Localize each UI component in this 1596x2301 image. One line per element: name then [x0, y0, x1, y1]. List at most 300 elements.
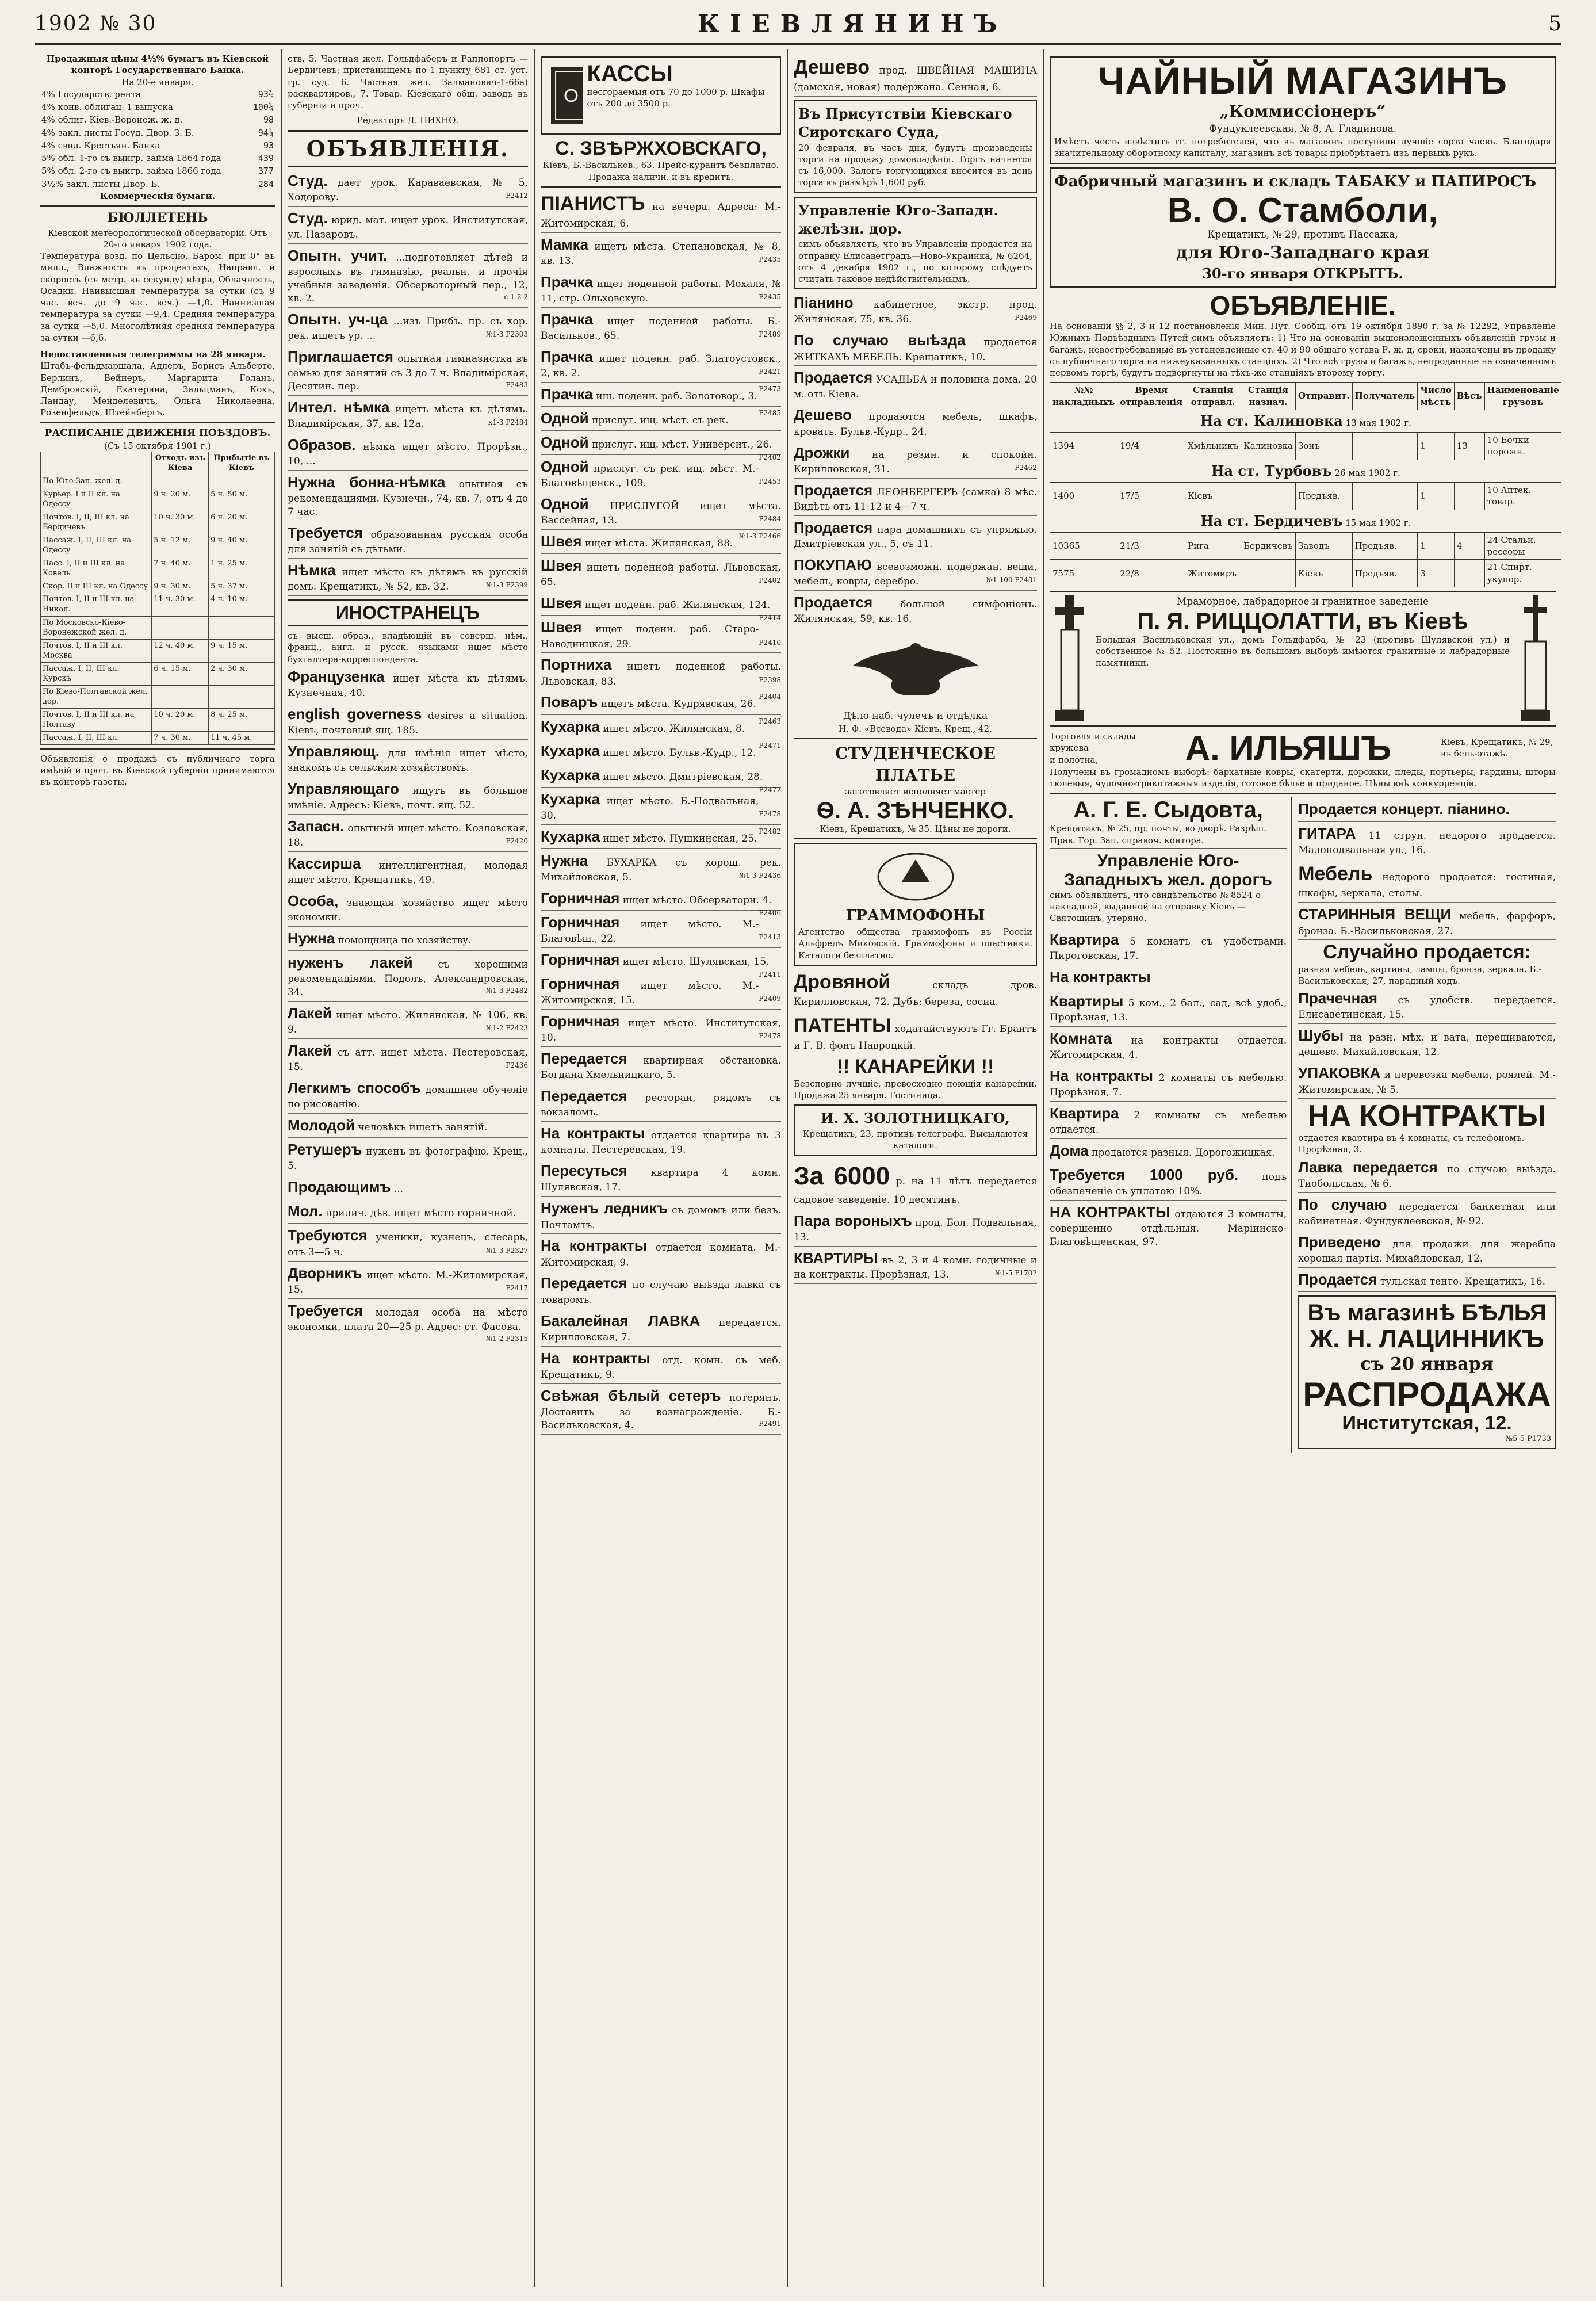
ad-keyword: Дрожки — [794, 444, 850, 461]
ad-keyword: english governess — [288, 705, 422, 723]
classified-ad — [288, 1201, 528, 1224]
train-departure: 10 ч. 30 м. — [152, 511, 209, 534]
rate-value: 100¼ — [252, 102, 274, 112]
ad-keyword: Нуженъ ледникъ — [541, 1199, 668, 1217]
ad-keyword: Продается — [794, 369, 873, 387]
ad-keyword: Пересуться — [541, 1162, 627, 1180]
shipping-group-label — [1050, 410, 1562, 432]
store-sale: РАСПРОДАЖА — [1303, 1375, 1551, 1414]
iliash-line-3: и полотна, — [1050, 754, 1099, 765]
rate-value: 284 — [258, 178, 274, 189]
rooms2-text: 2 комнаты съ мебелью. Прорѣзная, 7. — [1050, 1072, 1287, 1098]
horses-heading: Пара вороныхъ — [794, 1211, 912, 1229]
classified-ad — [288, 667, 528, 702]
train-departure: 11 ч. 30 м. — [152, 593, 209, 616]
train-arrival — [209, 475, 275, 488]
ad-text: ищет мѣсто. Б.-Подвальная, 30. — [541, 795, 759, 821]
station-label: На ст. Бердичевъ — [1200, 512, 1343, 529]
ad-text: передается. Кирилловская, 7. — [541, 1317, 781, 1343]
ad-text: ... — [393, 1183, 404, 1195]
ad-keyword: На контракты — [541, 1125, 645, 1142]
tea-address: Фундуклеевская, № 8, А. Гладинова. — [1208, 123, 1397, 135]
classified-ad — [288, 741, 528, 777]
rate-row — [40, 101, 275, 113]
train-route: Почтов. I, II и III кл. на Полтаву — [41, 708, 152, 731]
iliash-text: Получены въ громадномъ выборѣ: бархатные ковры, скатерти, дорожки, пледы, портьеры, гардины, шторы тюлевыя, чулочно-трикотажныя изделія, готовое бѣлье и приданое. Цѣны внѣ конкурренціи. — [1050, 766, 1556, 789]
train-row — [41, 685, 275, 708]
tobacco-region: для Юго-Западнаго края — [1176, 242, 1430, 263]
classified-ad — [794, 330, 1037, 366]
classified-ad — [288, 560, 528, 596]
ad-text: ищет поденной работы. Мохаля, № 11, стр. Ольховскую. — [541, 278, 782, 304]
ad-text: знающая хозяйство ищет мѣсто экономки. — [288, 897, 528, 924]
shipping-cell: 24 Стальн. рессоры — [1484, 532, 1561, 560]
classified-ad — [541, 1198, 781, 1234]
safes-heading: КАССЫ — [587, 61, 673, 86]
rate-value: 377 — [258, 166, 274, 177]
contracts-ad — [1050, 967, 1287, 989]
shipping-group-label — [1050, 510, 1562, 532]
train-row — [41, 616, 275, 639]
rate-value: 93 — [263, 140, 274, 151]
ad-keyword: Управляющ. — [288, 742, 380, 760]
train-schedule-heading: РАСПИСАНІЕ ДВИЖЕНІЯ ПОѢЗДОВЪ. — [44, 427, 271, 439]
classified-ad — [541, 1311, 781, 1347]
classified-ad — [288, 953, 528, 1002]
ad-text: прислуг. ищ. мѣст. съ рек. — [592, 414, 729, 426]
gold-text: Крещатикъ, 23, противъ телеграфа. Высылаются каталоги. — [802, 1128, 1028, 1150]
ad-ref: №1-3 Р2482 — [485, 987, 528, 995]
ad-keyword: Французенка — [288, 667, 385, 685]
shipping-cell: 17/5 — [1117, 483, 1185, 510]
marble-heading: Мраморное, лабрадорное и гранитное заведеніе — [1176, 595, 1429, 607]
ad-text: ищет мѣсто. Жилянская, 8. — [603, 723, 745, 735]
ad-keyword: Продающимъ — [288, 1178, 391, 1196]
gramophone-heading: ГРАММОФОНЫ — [845, 907, 985, 924]
shipping-row — [1050, 560, 1562, 587]
shipping-cell: 1394 — [1050, 433, 1117, 460]
ad-ref: Р2483 — [506, 380, 528, 389]
shipping-cell: 13 — [1454, 433, 1484, 460]
ad-ref: Р2471 — [759, 741, 781, 750]
ad-keyword: Піанино — [794, 294, 854, 312]
ad-text: ищетъ поденной работы. Львовская, 65. — [541, 562, 781, 588]
classified-ad — [541, 974, 781, 1010]
classified-ad — [541, 1386, 781, 1435]
column-5 — [1044, 49, 1561, 2287]
train-route: По Кіево-Полтавской жел. дор. — [41, 685, 152, 708]
ad-text: ищет поденн. раб. Жилянская, 124. — [584, 599, 771, 611]
ad-keyword: Кухарка — [541, 766, 600, 783]
classified-ad — [288, 1078, 528, 1114]
masthead — [35, 5, 1561, 45]
bank-date: На 20-е января. — [121, 77, 194, 87]
train-arrival: 9 ч. 40 м. — [209, 534, 275, 557]
furniture-ad — [1298, 861, 1556, 903]
ad-text: ищет мѣсто. Пушкинская, 25. — [603, 832, 757, 844]
ad-text: ищетъ мѣста. Кудрявская, 26. — [600, 698, 756, 710]
shipping-cell: 10 Бочки порожн. — [1484, 433, 1561, 460]
ad-text: ищет мѣсто. Дмитріевская, 28. — [603, 771, 763, 783]
tobacco-open: 30-го января ОТКРЫТЪ. — [1202, 265, 1403, 282]
train-departure — [152, 616, 209, 639]
canary-heading: !! КАНАРЕЙКИ !! — [836, 1056, 994, 1078]
shipping-group-row — [1050, 510, 1562, 532]
classified-ad — [288, 928, 528, 951]
editor-line: Редакторъ Д. ПИХНО. — [357, 115, 459, 126]
rate-row — [40, 88, 275, 101]
ad-text: ищ. поденн. раб. Золотовор., 3. — [596, 390, 757, 402]
classified-ad — [541, 494, 781, 530]
ad-keyword: Кухарка — [541, 741, 600, 759]
ad-ref: Р2485 — [759, 408, 781, 417]
laundry-heading: Прачечная — [1298, 989, 1377, 1007]
guitar-heading: ГИТАРА — [1298, 824, 1356, 842]
shipping-cell — [1241, 483, 1296, 510]
horses-text: прод. Бол. Подвальная, 13. — [794, 1217, 1037, 1243]
ad-keyword: Кассирша — [288, 854, 361, 872]
wine-sub: Н. Ф. «Всевода» Кіевъ, Крещ., 42. — [839, 723, 992, 734]
rate-row — [40, 139, 275, 152]
wine-text: Дѣло наб. чулечъ и отдѣлка — [843, 710, 988, 722]
classified-ad — [541, 347, 781, 383]
shipping-col-header: №№ накладныхъ — [1050, 383, 1117, 410]
flat5-heading: Квартира — [1050, 930, 1119, 948]
ad-keyword: Молодой — [288, 1117, 355, 1134]
ad-text: ресторан, рядомъ съ вокзаломъ. — [541, 1092, 781, 1119]
occasion-heading: По случаю — [1298, 1195, 1387, 1213]
rates-table — [40, 88, 275, 190]
ad-ref: Р2489 — [759, 330, 781, 338]
column-3 — [535, 49, 788, 2287]
classified-ad — [541, 1161, 781, 1197]
ad-text: продаются мебель, шкафъ, кровать. Бульв.-Кудр., 24. — [794, 411, 1038, 438]
shop-ad — [1298, 1157, 1556, 1193]
rate-name: 5% обл. 1-го съ выигр. займа 1864 года — [41, 153, 221, 163]
safes-ad — [541, 56, 781, 135]
ad-keyword: Легкимъ способъ — [288, 1079, 421, 1097]
classified-ad — [541, 532, 781, 554]
classified-ad — [288, 816, 528, 852]
shipping-cell: Житомиръ — [1185, 560, 1241, 587]
classified-ad — [541, 556, 781, 591]
shipping-col-header: Станція отправл. — [1185, 383, 1241, 410]
train-arrival: 8 ч. 25 м. — [209, 708, 275, 731]
ad-text: для имѣнія ищет мѣсто, знакомъ съ сельским хозяйствомъ. — [288, 747, 529, 774]
ad-text: ищет мѣсто. Обсерваторн. 4. — [622, 895, 772, 906]
ad-keyword: Портниха — [541, 656, 612, 674]
ad-ref: к1-3 Р2484 — [488, 418, 528, 426]
foreigner-heading: ИНОСТРАНЕЦЪ — [288, 599, 528, 626]
ad-keyword: Особа, — [288, 892, 339, 909]
notice-text: На основаніи §§ 2, 3 и 12 постановленія Мин. Пут. Сообщ. отъ 19 октября 1890 г. за № 12292, Управленіе Южныхъ Подъѣздныхъ Путей симъ объявляетъ: 1) Что на основаніи вышеизложенныхъ объявленій грузы и багажъ, невостребованные въ установленные ст. 40 и 90 общаго устава Р. ж. д. сроки, назначены въ продажу съ публичнаго торга на нижеуказанныхъ станціяхъ. 2) Что всѣ грузы и багажъ, непроданные на означенномъ первомъ торгѣ, будутъ подвергнуты на тѣхъ-же станціяхъ второму торгу. — [1050, 321, 1556, 379]
shipping-cell: 19/4 — [1117, 433, 1185, 460]
random-heading: Случайно продается: — [1323, 941, 1531, 964]
flats5-heading: Квартиры — [1050, 992, 1124, 1010]
train-route: Почтов. I, II и III кл. на Никол. — [41, 593, 152, 616]
ad-keyword: По случаю выѣзда — [794, 331, 966, 349]
classified-ad — [541, 1086, 781, 1122]
ad-ref: Р2404 — [759, 693, 781, 701]
money-ad — [1050, 1165, 1287, 1201]
classified-ad — [288, 309, 528, 345]
ad-keyword: Кухарка — [541, 717, 600, 735]
ad-text: ЛЕОНБЕРГЕРЪ (самка) 8 мѣс. Видѣть отъ 11-12 и 4—7 ч. — [794, 486, 1038, 513]
shipping-col-header: Вѣсъ — [1454, 383, 1484, 410]
train-arrival: 11 ч. 45 м. — [209, 732, 275, 745]
train-arrival — [209, 685, 275, 708]
rail2-text: симъ объявляетъ, что свидѣтельство № 8524 о накладной, выданной на отправку Кіевъ — Святошинъ, утеряно. — [1050, 889, 1261, 924]
train-arrival — [209, 616, 275, 639]
guitar-text: 11 струн. недорого продается. Малоподвальная ул., 16. — [1298, 830, 1556, 856]
train-route: Пасс. I, II и III кл. на Ковель — [41, 557, 152, 580]
piano-heading: Продается концерт. піанино. — [1298, 800, 1510, 818]
factory-heading: С. ЗВѢРЖХОВСКАГО, — [555, 137, 767, 159]
train-arrival: 6 ч. 20 м. — [209, 511, 275, 534]
classified-ad — [288, 1115, 528, 1138]
train-departure: 9 ч. 30 м. — [152, 580, 209, 593]
rate-row — [40, 152, 275, 165]
tobacco-ad — [1050, 167, 1556, 288]
train-row — [41, 708, 275, 731]
ad-ref: с-1-2 2 — [504, 292, 528, 301]
sewing-text: прод. ШВЕЙНАЯ МАШИНА (дамская, новая) подержана. Сенная, 6. — [794, 65, 1038, 93]
train-row — [41, 557, 275, 580]
train-schedule-table — [40, 452, 275, 745]
ad-text: ПРИСЛУГОЙ ищет мѣста. Бассейная, 13. — [541, 500, 781, 527]
classified-ad — [541, 1123, 781, 1159]
ad-text: съ хорошими рекомендаціями. Подолъ, Александровская, 34. — [288, 959, 528, 999]
rate-value: 439 — [258, 153, 274, 163]
canary-text: Безспорно лучшіе, превосходно поющія канарейки. Продажа 25 января. Гостиница. — [794, 1078, 1037, 1101]
ad-text: ученики, кузнецъ, слесарь, отъ 3—5 ч. — [288, 1232, 529, 1258]
train-route: Курьер. I и II кл. на Одессу — [41, 488, 152, 511]
flats-ref: №1-5 Р1702 — [994, 1268, 1037, 1277]
ad-text: ...изъ Прибъ. пр. съ хор. рек. ищетъ ур. ... — [288, 315, 528, 342]
rate-value: 93⅞ — [258, 89, 274, 100]
ad-text: ищет мѣсто. Шулявская, 15. — [622, 956, 770, 968]
safe-icon — [545, 61, 583, 130]
court-ad — [794, 100, 1037, 193]
ad-ref: Р2462 — [1015, 463, 1037, 472]
marble-name: П. Я. РИЦЦОЛАТТИ, въ Кіевѣ — [1137, 608, 1468, 634]
dress-sub: заготовляет исполняет мастер — [845, 786, 986, 797]
train-departure: 5 ч. 12 м. — [152, 534, 209, 557]
ad-keyword: Поваръ — [541, 693, 598, 711]
contracts-big-heading: НА КОНТРАКТЫ — [1307, 1099, 1547, 1133]
store-ref: №5-5 Р1733 — [1505, 1435, 1551, 1443]
ad-ref: №1-2 Р2423 — [485, 1024, 528, 1033]
ad-ref: Р2453 — [759, 477, 781, 486]
ad-keyword: Свѣжая бѣлый сетеръ — [541, 1386, 721, 1404]
ad-text: на резин. и спокойн. Кирилловская, 31. — [794, 449, 1037, 475]
pack-text: и перевозка мебели, роялей. М.-Житомирская, № 5. — [1298, 1069, 1556, 1096]
ad-text: ищет мѣста къ дѣтямъ. Кузнечная, 40. — [288, 672, 528, 699]
classified-ad — [288, 1225, 528, 1261]
furs-text: на разн. мѣх. и вата, перешиваются, дешево. Михайловская, 12. — [1298, 1032, 1556, 1058]
tea-heading: ЧАЙНЫЙ МАГАЗИНЪ — [1098, 59, 1507, 102]
ad-text: нѣмка ищет мѣсто. Прорѣзн., 10, ... — [288, 441, 528, 467]
house-ad — [1050, 1141, 1287, 1163]
shipping-table — [1050, 382, 1561, 587]
train-row — [41, 732, 275, 745]
ad-text: кабинетное, экстр. прод. Жилянская, 75, кв. 36. — [794, 299, 1037, 326]
ad-text: юрид. мат. ищет урок. Институтская, ул. Назаровъ. — [288, 214, 528, 240]
shipping-cell: Калиновка — [1241, 433, 1296, 460]
ad-text: интеллигентная, молодая ищет мѣсто. Крещатикъ, 49. — [288, 859, 529, 886]
ad-keyword: Горничная — [541, 951, 620, 969]
station-date: 26 мая 1902 г. — [1334, 467, 1400, 478]
dress-name: Ѳ. А. ЗѢНЧЕНКО. — [816, 797, 1015, 823]
ad-ref: №1-100 Р2431 — [986, 575, 1037, 584]
ad-text: ищет поденн. раб. Златоустовск., 2, кв. 2. — [541, 353, 782, 379]
patent-ad — [794, 1013, 1037, 1055]
random-text: разная мебель, картины, лампы, бронза, зеркала. Б.-Васильковская, 27, парадный ходъ. — [1298, 964, 1542, 987]
contracts-heading: На контракты — [1050, 968, 1151, 985]
ad-text: квартира 4 комн. Шулявская, 17. — [541, 1167, 781, 1194]
station-label: На ст. Турбовъ — [1211, 462, 1332, 479]
flat2-text: 2 комнаты съ мебелью отдается. — [1050, 1109, 1287, 1136]
sell-text: тульская тенто. Крещатикъ, 16. — [1380, 1275, 1546, 1287]
flats5-ad — [1050, 991, 1287, 1027]
shipping-col-header: Число мѣстъ — [1418, 383, 1455, 410]
patent-text: ходатайствуютъ Гг. Брантъ и Г. В. фонъ Навроцкій. — [794, 1023, 1037, 1052]
ad-keyword: Управляющаго — [288, 779, 399, 797]
tea-text: Имѣетъ честь извѣстить гг. потребителей, что въ магазинъ поступили лучшіе сорта чаевъ. Благодаря значительному оборотному капиталу, магазинъ всѣ товары пріобрѣтаетъ изъ первыхъ рукъ. — [1054, 136, 1551, 159]
ad-ref: Р2484 — [759, 515, 781, 523]
train-departure: 6 ч. 15 м. — [152, 662, 209, 685]
shipping-group-row — [1050, 460, 1562, 482]
ad-text: ищет мѣсто. М.-Житомирская, 15. — [541, 980, 759, 1007]
rail-text: симъ объявляетъ, что въ Управленіи продается на отправку Елисаветградъ—Ново-Украинка, № 6264, отъ 4 декабря 1902 г., по которому слѣдуетъ считать таковое недѣйствительнымъ. — [798, 239, 1032, 285]
shipping-row — [1050, 433, 1562, 460]
train-row — [41, 593, 275, 616]
shop-heading: Лавка передается — [1298, 1158, 1438, 1176]
ad-ref: Р2398 — [759, 675, 781, 684]
ad-keyword: Передается — [541, 1274, 627, 1292]
flat5-ad — [1050, 930, 1287, 965]
shipping-cell: 21 Спирт. укупор. — [1484, 560, 1561, 587]
ad-keyword: Одной — [541, 495, 589, 513]
classified-ad — [541, 717, 781, 739]
column-4 — [788, 49, 1044, 2287]
ad-ref: Р2406 — [759, 909, 781, 918]
classified-ad — [541, 827, 781, 849]
train-route: Почтов. I, II и III кл. Москва — [41, 639, 152, 662]
ad-keyword: Приглашается — [288, 347, 393, 365]
col5-right — [1298, 797, 1556, 1452]
rate-row — [40, 113, 275, 126]
house-text: продаются разныя. Дорогожицкая. — [1092, 1146, 1275, 1159]
ad-keyword: Требуется — [288, 523, 363, 541]
rate-name: 4% Государств. рента — [41, 89, 141, 100]
train-route: Пассаж. I, II, III кл. Курскъ — [41, 662, 152, 685]
shipping-cell: 1 — [1418, 532, 1455, 560]
ad-keyword: Нужна — [288, 930, 335, 947]
occasion-text: передается банкетная или кабинетная. Фундуклеевская, № 92. — [1298, 1201, 1556, 1227]
ad-text: опытная гимназистка въ семью для занятий съ 3 до 7 ч. Владимірская, Десятин. пер. — [288, 353, 529, 392]
antique-text: мебель, фарфоръ, бронза. Б.-Васильковская, 27. — [1298, 911, 1556, 937]
ad-keyword: Швея — [541, 557, 582, 575]
ad-ref: Р2435 — [759, 255, 781, 263]
shipping-cell — [1454, 483, 1484, 510]
ad-ref: Р2482 — [759, 827, 781, 835]
shipping-cell: Предъяв. — [1352, 532, 1418, 560]
ad-text: нуженъ въ фотографію. Крещ., 5. — [288, 1146, 528, 1172]
shipping-cell: 1400 — [1050, 483, 1117, 510]
classified-ad — [541, 692, 781, 714]
classified-ad — [288, 779, 528, 815]
ad-text: ищет мѣсто. Бульв.-Кудр., 12. — [603, 747, 756, 759]
iliash-line-1: Торговля и склады — [1050, 731, 1136, 742]
train-departure — [152, 685, 209, 708]
ad-ref: №1-3 Р2399 — [485, 580, 528, 589]
classified-ad — [288, 347, 528, 396]
ad-text: большой симфоніонъ. Жилянская, 59, кв. 16. — [794, 598, 1037, 625]
shipping-cell — [1352, 433, 1418, 460]
shipping-cell: 4 — [1454, 532, 1484, 560]
train-departure: 7 ч. 40 м. — [152, 557, 209, 580]
train-route: По Юго-Зап. жел. д. — [41, 475, 152, 488]
flat2-ad — [1050, 1103, 1287, 1139]
ad-text: помощница по хозяйству. — [338, 935, 472, 947]
classified-ad — [288, 704, 528, 740]
classified-ad — [794, 518, 1037, 553]
rate-name: 3½% закл. листы Двор. Б. — [41, 178, 160, 189]
flat2-heading: Квартира — [1050, 1104, 1119, 1122]
weather-text: Температура возд. по Цельсію, Баром. при 0° въ милл., Влажность въ процентахъ, Направл. и скорость (съ метр. въ секунду) вѣтра, Облачность, Осадки. Наивысшая температура за сутки (съ 9 час. веч. до 9 час. веч.) —1,0. Наинизшая температура за сутки —9,4. Средняя температура за сутки —5,0. Многолѣтняя средняя температура за сутки —6,6. — [40, 251, 275, 343]
ad-keyword: Ретушеръ — [288, 1141, 362, 1159]
shipping-cell — [1241, 560, 1296, 587]
ad-ref: Р2414 — [759, 614, 781, 622]
ad-text: ищет мѣсто. Жилянская, № 106, кв. 9. — [288, 1010, 528, 1036]
rate-row — [40, 127, 275, 139]
train-route: По Московско-Кіево-Воронежской жел. д. — [41, 616, 152, 639]
station-date: 15 мая 1902 г. — [1345, 517, 1411, 528]
classified-ad — [794, 480, 1037, 516]
classified-ad — [288, 1140, 528, 1175]
train-arrival: 2 ч. 30 м. — [209, 662, 275, 685]
top-text: ств. 5. Частная жел. Гольдфаберъ и Раппопортъ —Бердичевъ; пристанищемъ по 1 пункту 681 ст. уст. гр. суд. 6. Частная жел. Залманович-1-66а) расквартиров., 7. Товар. Кіевскаго общ. заводъ въ губерніи и проч. — [288, 53, 528, 110]
train-route: Пассаж. I, II, III кл. на Одессу — [41, 534, 152, 557]
train-row — [41, 580, 275, 593]
classified-ad — [541, 1348, 781, 1384]
ad-ref: Р2436 — [506, 1061, 528, 1070]
shipping-cell — [1352, 483, 1418, 510]
train-departure: 9 ч. 20 м. — [152, 488, 209, 511]
shipping-cell: Кіевъ — [1185, 483, 1241, 510]
shipping-group-label — [1050, 460, 1562, 482]
train-row — [41, 534, 275, 557]
train-row — [41, 662, 275, 685]
court-heading: Въ Присутствіи Кіевскаго Сиротскаго Суда, — [798, 105, 1012, 141]
shipping-col-header: Время отправленія — [1117, 383, 1185, 410]
room-ad — [1050, 1029, 1287, 1064]
tobacco-address: Крещатикъ, № 29, противъ Пассажа, — [1207, 228, 1398, 240]
laundry-ad — [1298, 988, 1556, 1024]
gramophone-ad — [794, 843, 1037, 966]
brought-text: для продажи для жеребца хорошая партія. Михайловская, 12. — [1298, 1238, 1556, 1264]
ad-ref: Р2420 — [506, 837, 528, 846]
shipping-cell: Рига — [1185, 532, 1241, 560]
shipping-cell: Хмѣльникъ — [1185, 433, 1241, 460]
ad-keyword: нуженъ лакей — [288, 954, 413, 972]
ad-ref: Р2421 — [759, 367, 781, 376]
telegrams-heading: Недоставленныя телеграммы на 28 января. — [40, 349, 266, 360]
shipping-cell: 3 — [1418, 560, 1455, 587]
column-1 — [35, 49, 282, 2287]
foreigner-text: съ высш. образ., владѣющій въ соверш. нѣм., франц., англ. и русск. языками ищет мѣсто бухгалтера-корреспондента. — [288, 630, 528, 664]
